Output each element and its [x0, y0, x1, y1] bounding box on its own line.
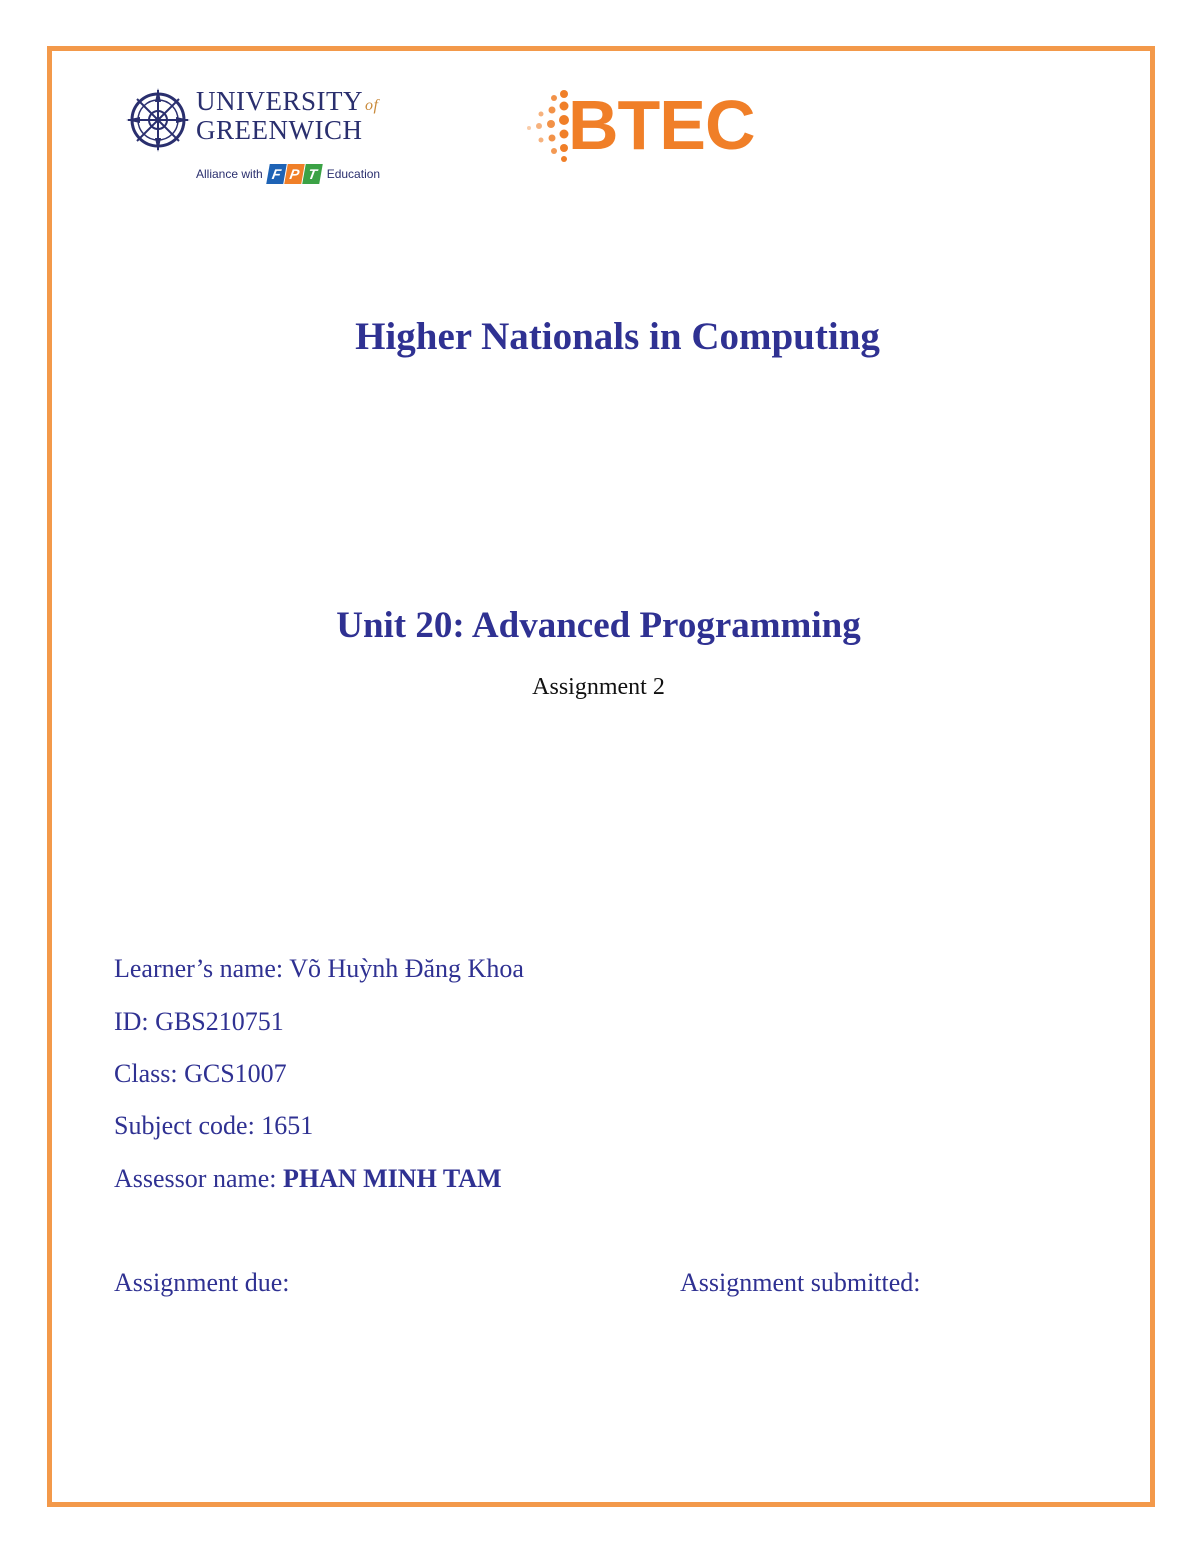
- btec-wordmark: BTEC: [568, 86, 755, 164]
- class-label: Class:: [114, 1059, 178, 1088]
- main-title: Higher Nationals in Computing: [355, 315, 880, 358]
- learner-name-row: [114, 954, 524, 984]
- class-value: GCS1007: [184, 1059, 287, 1088]
- greenwich-line1: UNIVERSITY: [196, 86, 363, 116]
- fpt-letter-f: F: [266, 164, 287, 184]
- subject-code-row: [114, 1111, 313, 1141]
- id-row: [114, 1007, 284, 1037]
- id-value: GBS210751: [155, 1007, 284, 1036]
- class-row: [114, 1059, 287, 1089]
- assessor-value: PHAN MINH TAM: [282, 1164, 502, 1193]
- greenwich-wordmark: [196, 88, 378, 144]
- fpt-letter-t: T: [302, 164, 323, 184]
- fpt-logo: [268, 164, 322, 184]
- compass-crest-icon: [126, 88, 190, 152]
- assessor-row: [114, 1164, 502, 1194]
- subject-code-value: 1651: [261, 1111, 314, 1140]
- alliance-prefix: Alliance with: [196, 167, 263, 181]
- learner-name-label: Learner’s name:: [114, 954, 284, 983]
- id-label: ID:: [114, 1007, 149, 1036]
- fpt-letter-p: P: [284, 164, 305, 184]
- subject-code-label: Subject code:: [114, 1111, 255, 1140]
- fpt-alliance-line: [196, 164, 380, 184]
- btec-logo: [524, 88, 764, 164]
- university-of-greenwich-logo: [126, 86, 396, 196]
- assignment-submitted-label: Assignment submitted:: [680, 1268, 921, 1297]
- greenwich-of: of: [365, 97, 379, 114]
- learner-name-value: Võ Huỳnh Đăng Khoa: [289, 954, 524, 983]
- alliance-suffix: Education: [326, 167, 381, 181]
- assignment-number: Assignment 2: [532, 674, 665, 700]
- assessor-label: Assessor name:: [114, 1164, 277, 1193]
- greenwich-line2: GREENWICH: [196, 115, 363, 145]
- assignment-due-label: Assignment due:: [114, 1268, 290, 1297]
- unit-title: Unit 20: Advanced Programming: [336, 605, 861, 646]
